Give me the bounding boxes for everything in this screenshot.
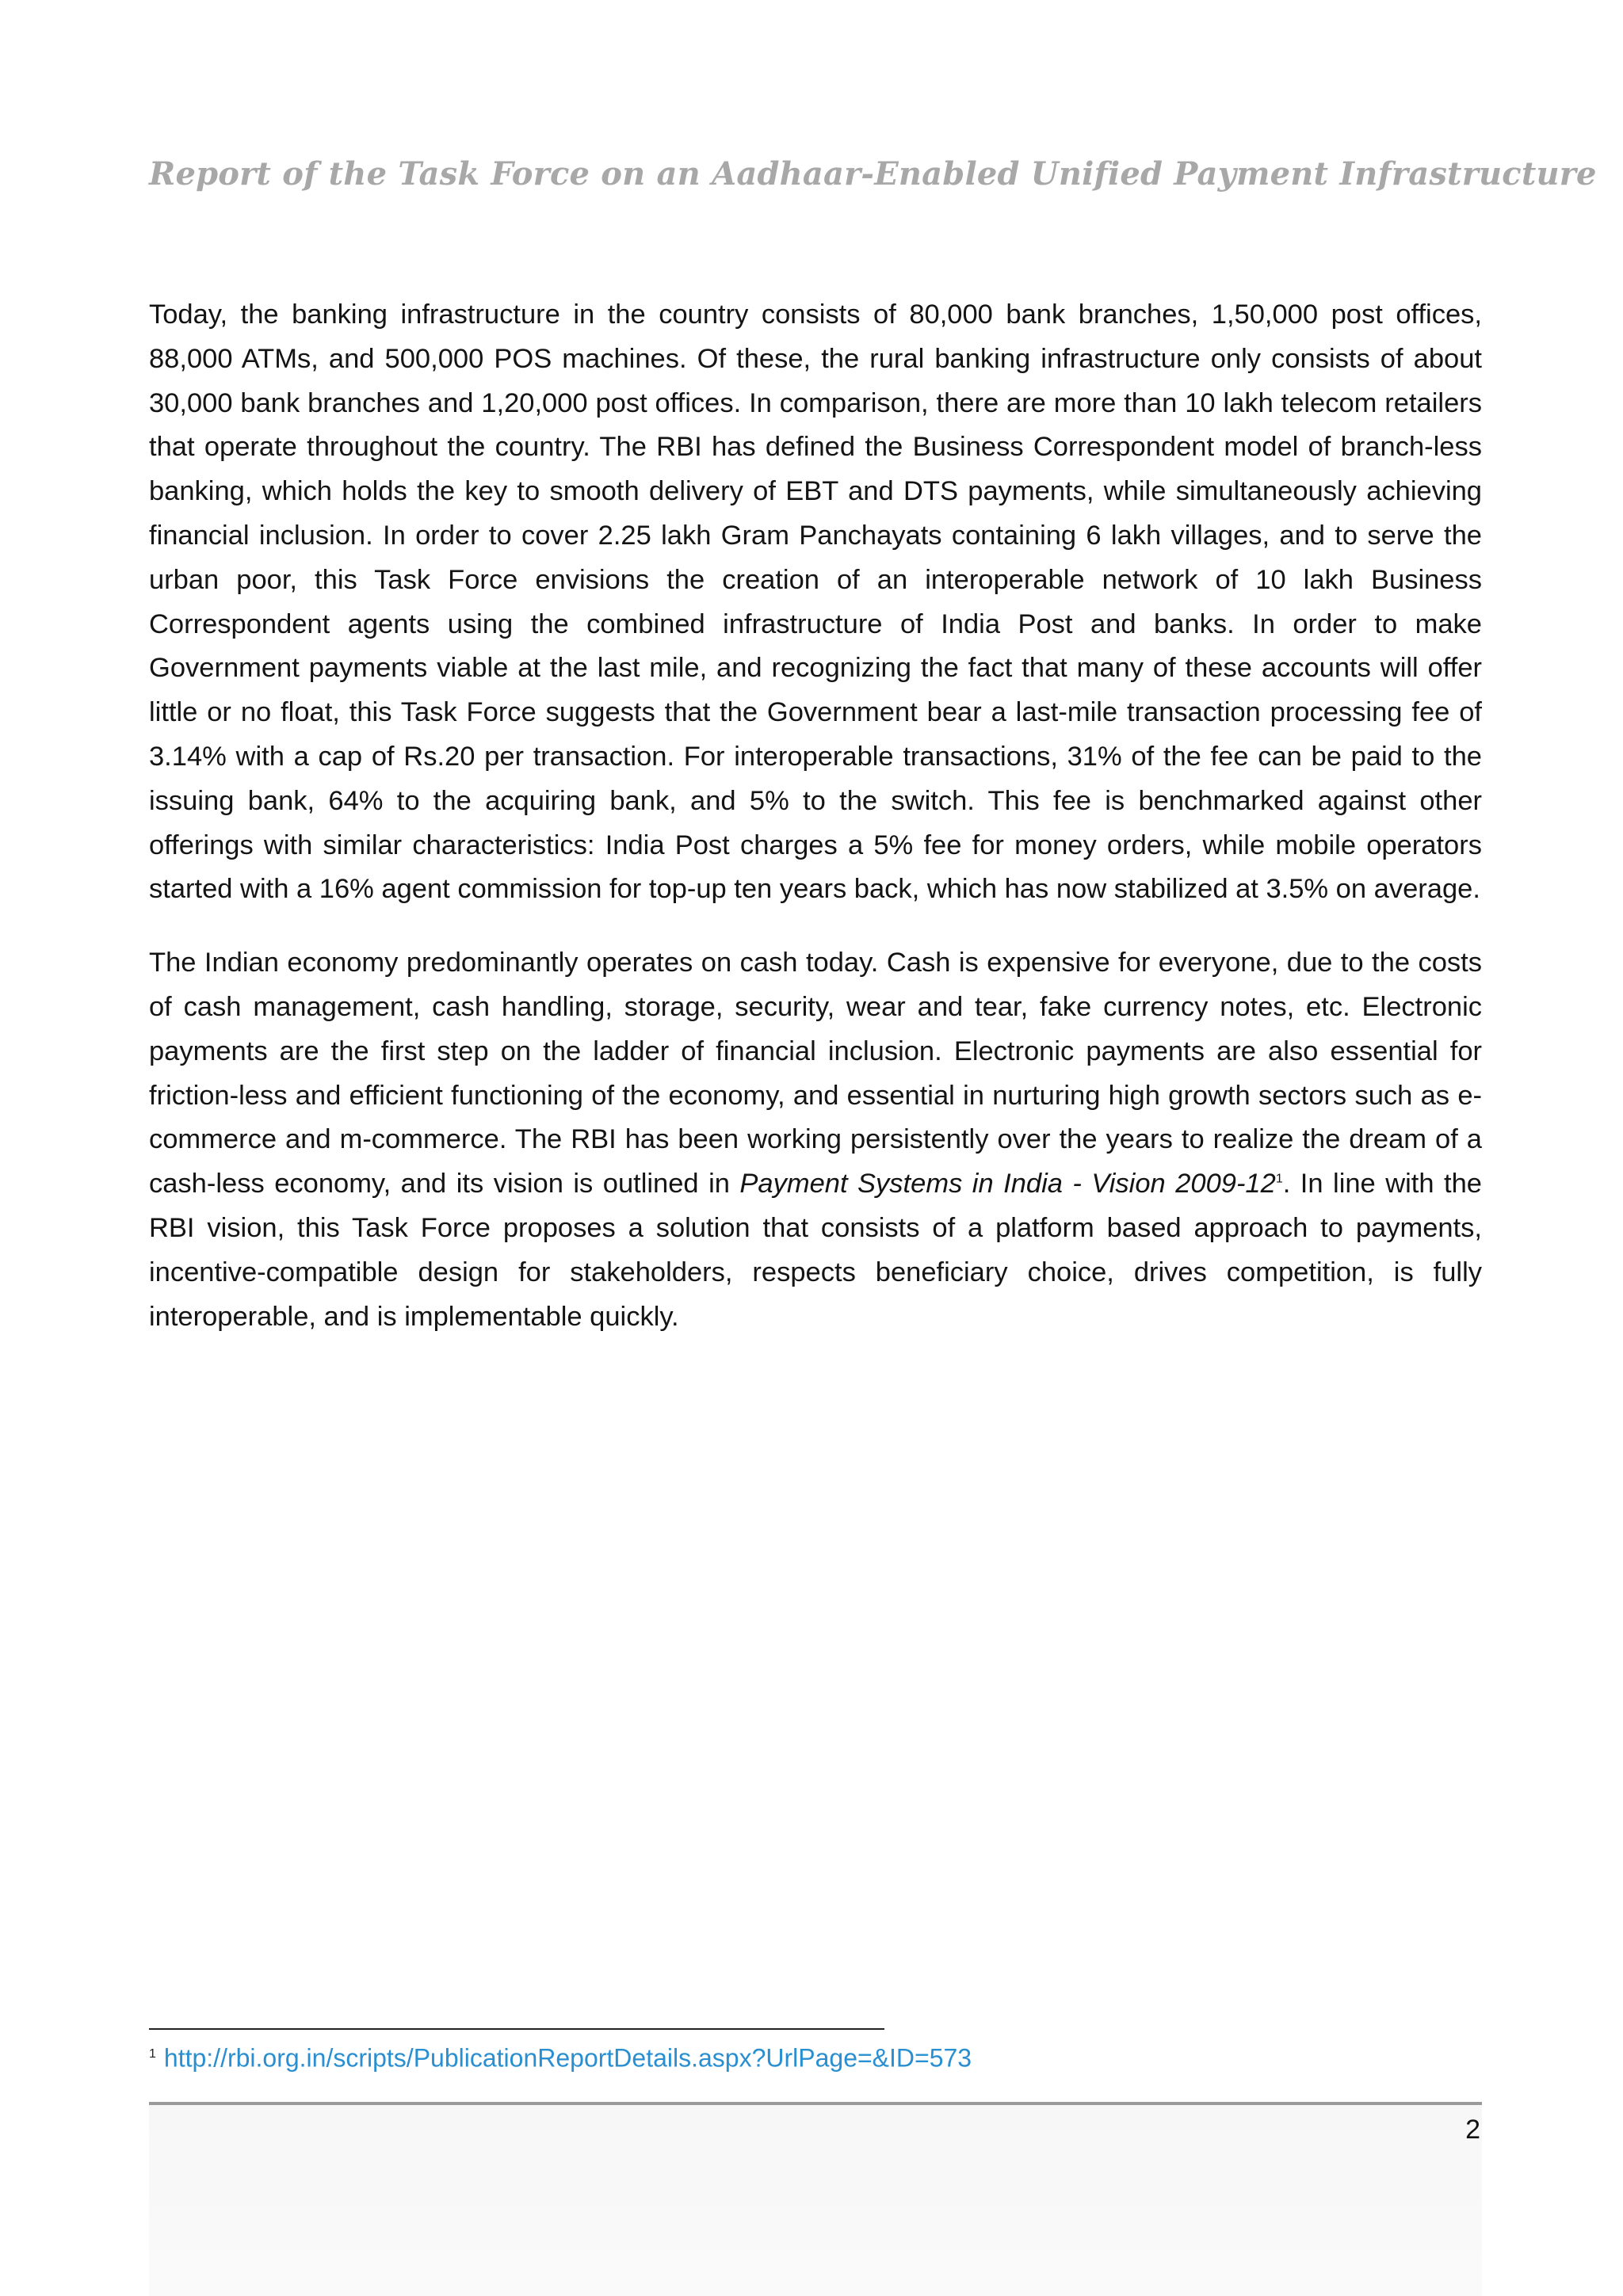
vision-document-title: Payment Systems in India - Vision 2009-12 — [739, 1169, 1276, 1199]
footnote-link[interactable]: http://rbi.org.in/scripts/PublicationReportDetails.aspx?UrlPage=&ID=573 — [163, 2043, 972, 2073]
footer-band — [149, 2105, 1482, 2296]
footnote-separator — [149, 2028, 884, 2030]
paragraph-banking-infrastructure: Today, the banking infrastructure in the country consists of 80,000 bank branches, 1,50,000 post offices, 88,000 ATMs, and 500,000 POS machines. Of these, the rural banking infrastructure only consists of about 30,000 bank branches and 1,20,000 post offices. In comparison, there are more than 10 lakh telecom retailers that operate throughout the country. The RBI has defined the Business Correspondent model of branch-less banking, which holds the key to smooth delivery of EBT and DTS payments, while simultaneously achieving financial inclusion. In order to cover 2.25 lakh Gram Panchayats containing 6 lakh villages, and to serve the urban poor, this Task Force envisions the creation of an interoperable network of 10 lakh Business Correspondent agents using the combined infrastructure of India Post and banks. In order to make Government payments viable at the last mile, and recognizing the fact that many of these accounts will offer little or no float, this Task Force suggests that the Government bear a last-mile transaction processing fee of 3.14% with a cap of Rs.20 per transaction. For interoperable transactions, 31% of the fee can be paid to the issuing bank, 64% to the acquiring bank, and 5% to the switch. This fee is benchmarked against other offerings with similar characteristics: India Post charges a 5% fee for money orders, while mobile operators started with a 16% agent commission for top-up ten years back, which has now stabilized at 3.5% on average. — [149, 299, 1482, 905]
paragraph-cash-economy-text-1: The Indian economy predominantly operates on cash today. Cash is expensive for everyone, due to the costs of cash management, cash handling, storage, security, wear and tear, fake currency notes, etc. Electronic payments are the first step on the ladder of financial inclusion. Electronic payments are also essential for friction-less and efficient functioning of the economy, and essential in nurturing high growth sectors such as e-commerce and m-commerce. The RBI has been working persistently over the years to realize the dream of a cash-less economy, and its vision is outlined in — [149, 948, 1482, 1199]
paragraph-cash-economy — [149, 941, 1482, 1339]
footnote-number: 1 — [149, 2047, 156, 2061]
footnote — [149, 2035, 1480, 2078]
paragraph-cash-economy-text-2: . In line with the RBI vision, this Task Force proposes a solution that consists of a platform based approach to payments, incentive-compatible design for stakeholders, respects beneficiary choice, drives competition, is fully interoperable, and is implementable quickly. — [149, 1169, 1482, 1332]
running-header-title: Report of the Task Force on an Aadhaar-Enabled Unified Payment Infrastructure — [149, 155, 1597, 193]
body-text — [149, 293, 1482, 1368]
footnote-reference[interactable]: 1 — [1275, 1172, 1283, 1186]
page-number: 2 — [1465, 2115, 1480, 2145]
